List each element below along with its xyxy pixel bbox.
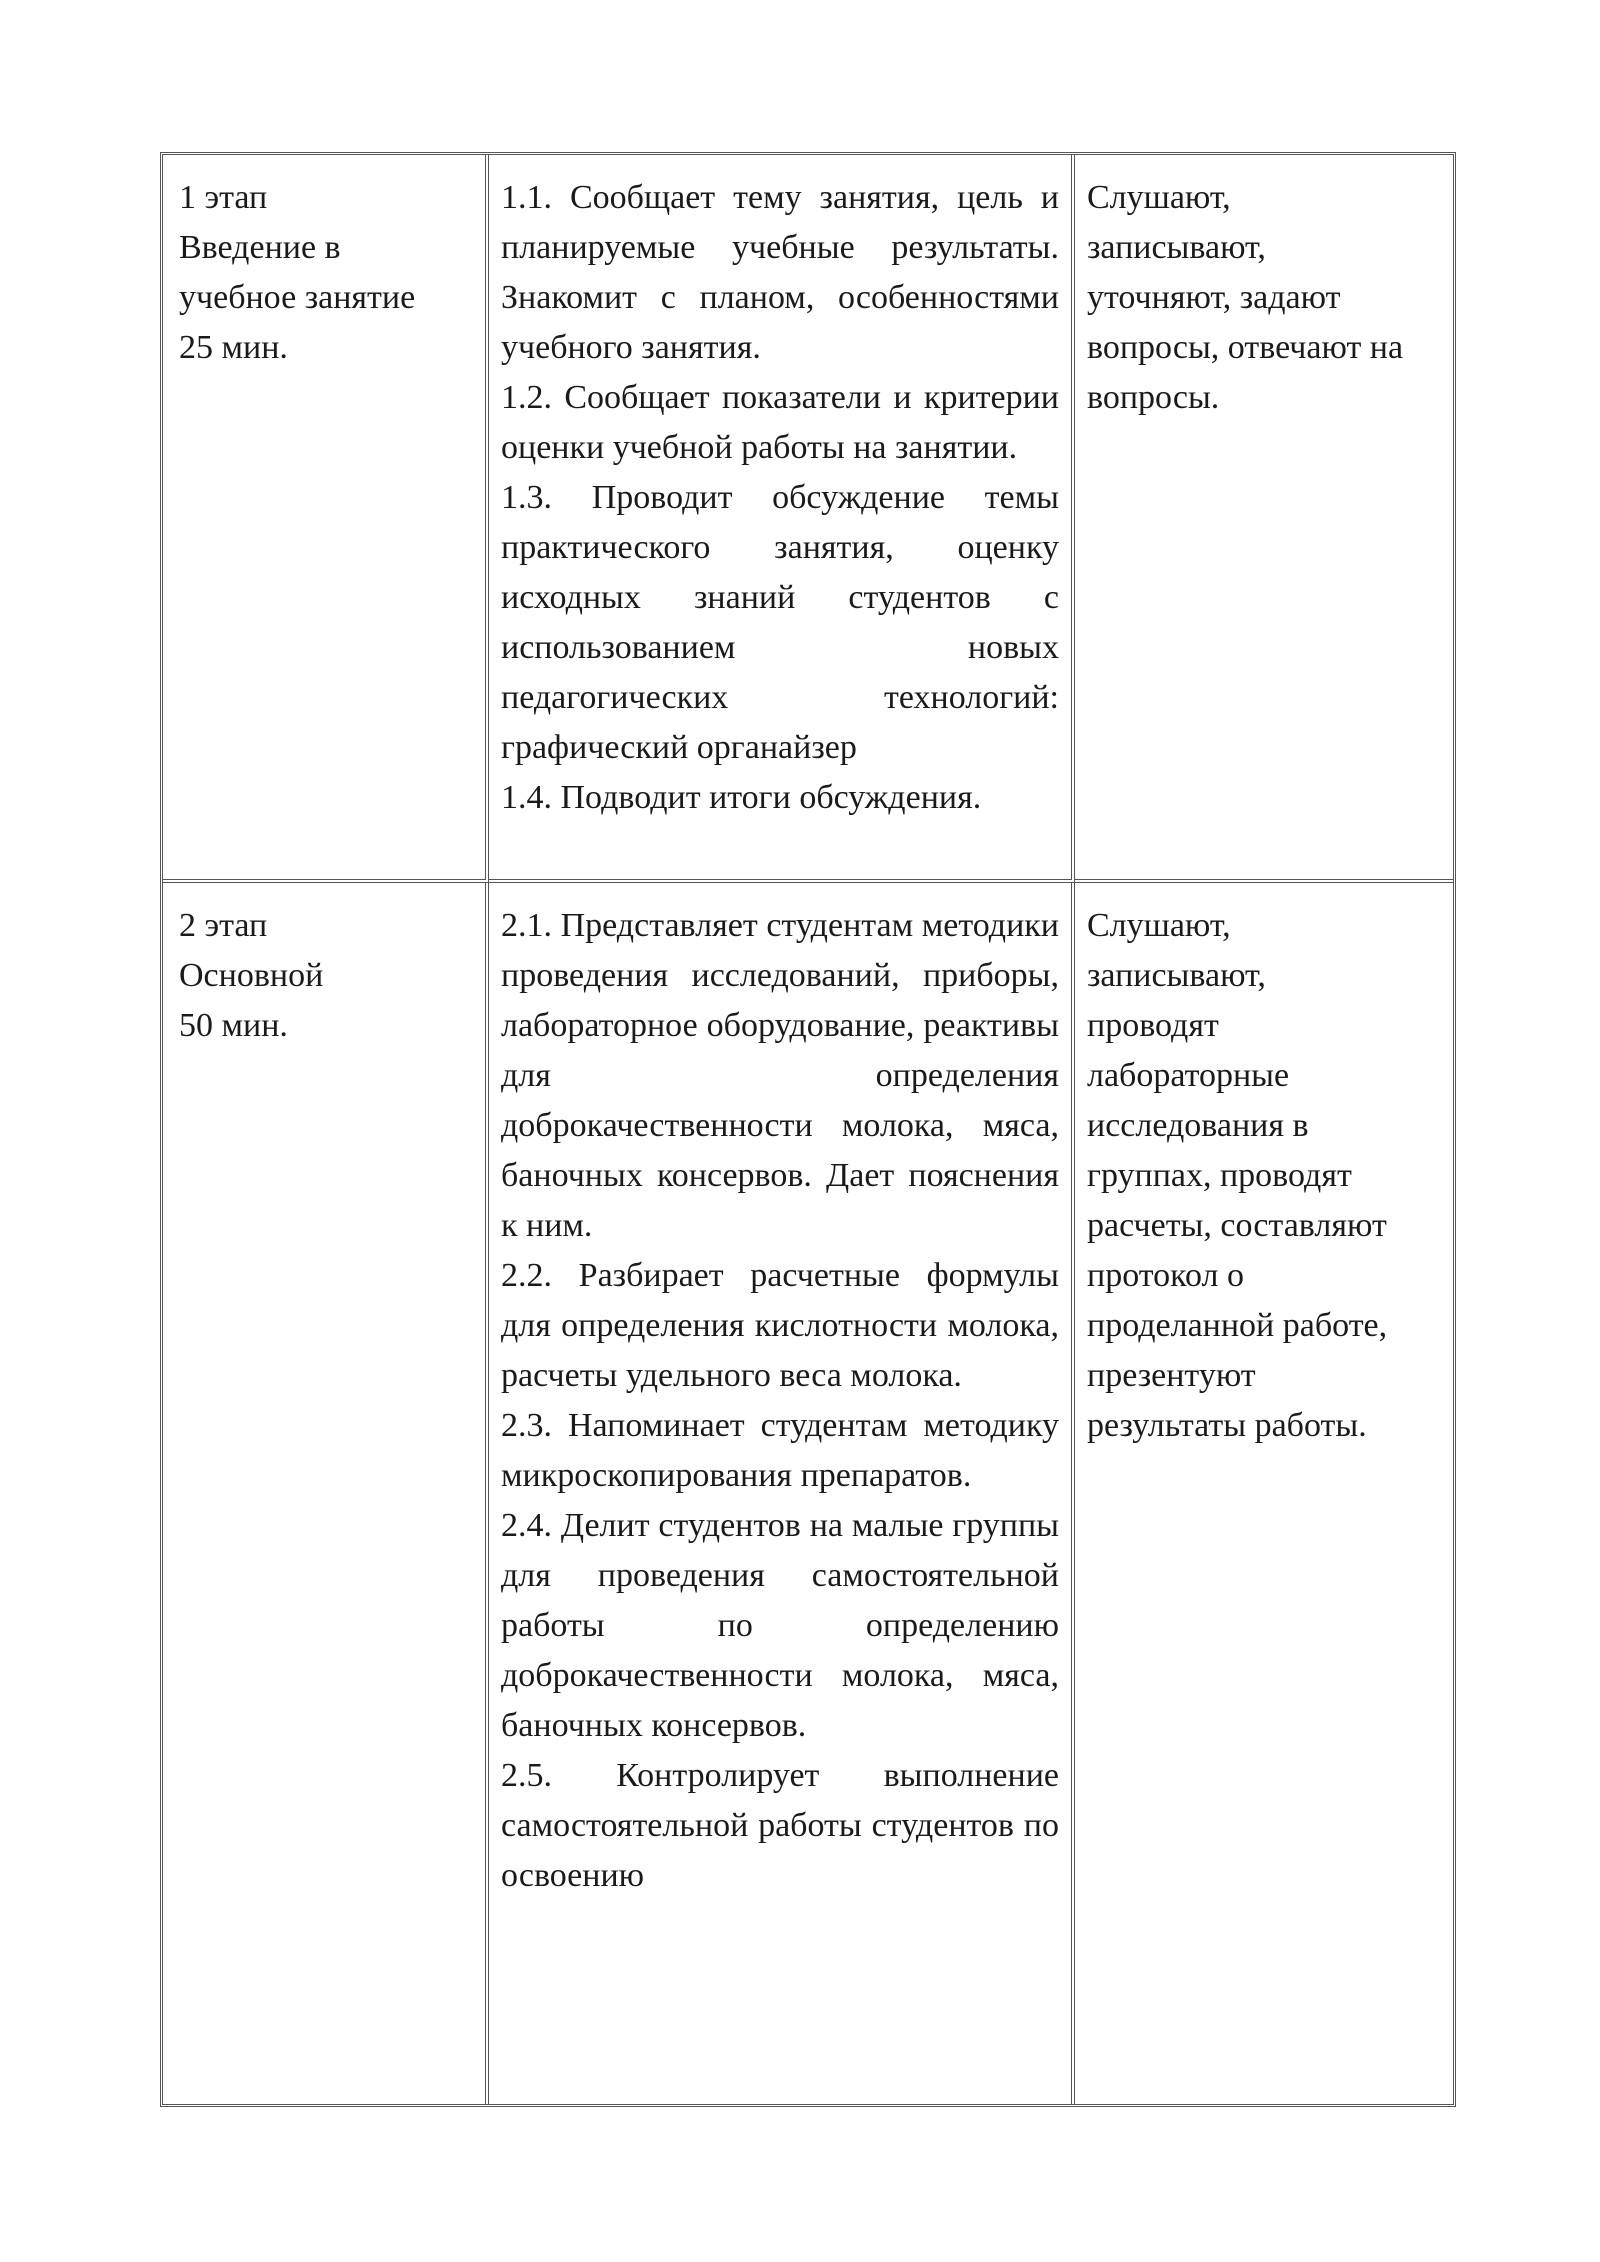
teacher-activity-cell-2 [489,883,1075,2104]
teacher-activity-item: 2.1. Представляет студентам методики проведения исследований, приборы, лабораторное оборудование, реактивы для определения доброкачественности молока, мяса, баночных консервов. Дает пояснения к ним. [501,907,1059,1244]
stage-cell-1 [163,155,489,883]
student-activity-line: проделанной работе, [1087,1307,1388,1344]
stage-line: 1 этап [179,179,268,216]
student-activity-line: уточняют, задают [1087,279,1341,316]
stage-line: Основной [179,957,324,994]
student-activity-line: Слушают, [1087,179,1231,216]
stage-line: 25 мин. [179,329,288,366]
teacher-activity-item: 2.3. Напоминает студентам методику микроскопирования препаратов. [501,1407,1059,1494]
student-activity-line: расчеты, составляют [1087,1207,1387,1244]
student-activity-line: записывают, [1087,229,1266,266]
teacher-activity-item: 1.1. Сообщает тему занятия, цель и планируемые учебные результаты. Знакомит с планом, особенностями учебного занятия. [501,179,1059,366]
teacher-activity-item: 1.4. Подводит итоги обсуждения. [501,779,982,816]
student-activity-line: результаты работы. [1087,1407,1367,1444]
teacher-activity-item: 2.2. Разбирает расчетные формулы для определения кислотности молока, расчеты удельного веса молока. [501,1257,1059,1394]
student-activity-line: проводят [1087,1007,1219,1044]
student-activity-cell-1 [1075,155,1453,883]
teacher-activity-item: 2.4. Делит студентов на малые группы для проведения самостоятельной работы по определению доброкачественности молока, мяса, баночных консервов. [501,1507,1059,1744]
stage-cell-2 [163,883,489,2104]
stage-line: Введение в [179,229,341,266]
teacher-activity-item: 1.2. Сообщает показатели и критерии оценки учебной работы на занятии. [501,379,1059,466]
stage-line: 2 этап [179,907,268,944]
student-activity-line: презентуют [1087,1357,1256,1394]
student-activity-line: вопросы. [1087,379,1220,416]
stage-line: учебное занятие [179,279,416,316]
teacher-activity-cell-1 [489,155,1075,883]
student-activity-cell-2 [1075,883,1453,2104]
student-activity-line: Слушают, [1087,907,1231,944]
teacher-activity-item: 1.3. Проводит обсуждение темы практического занятия, оценку исходных знаний студентов с использованием новых педагогических технологий: графический органайзер [501,479,1059,766]
stage-line: 50 мин. [179,1007,288,1044]
student-activity-line: записывают, [1087,957,1266,994]
student-activity-line: лабораторные [1087,1057,1290,1094]
student-activity-line: группах, проводят [1087,1157,1352,1194]
student-activity-line: вопросы, отвечают на [1087,329,1404,366]
teacher-activity-item: 2.5. Контролирует выполнение самостоятельной работы студентов по освоению [501,1757,1059,1894]
student-activity-line: протокол о [1087,1257,1244,1294]
student-activity-line: исследования в [1087,1107,1309,1144]
lesson-plan-table [160,152,1456,2107]
